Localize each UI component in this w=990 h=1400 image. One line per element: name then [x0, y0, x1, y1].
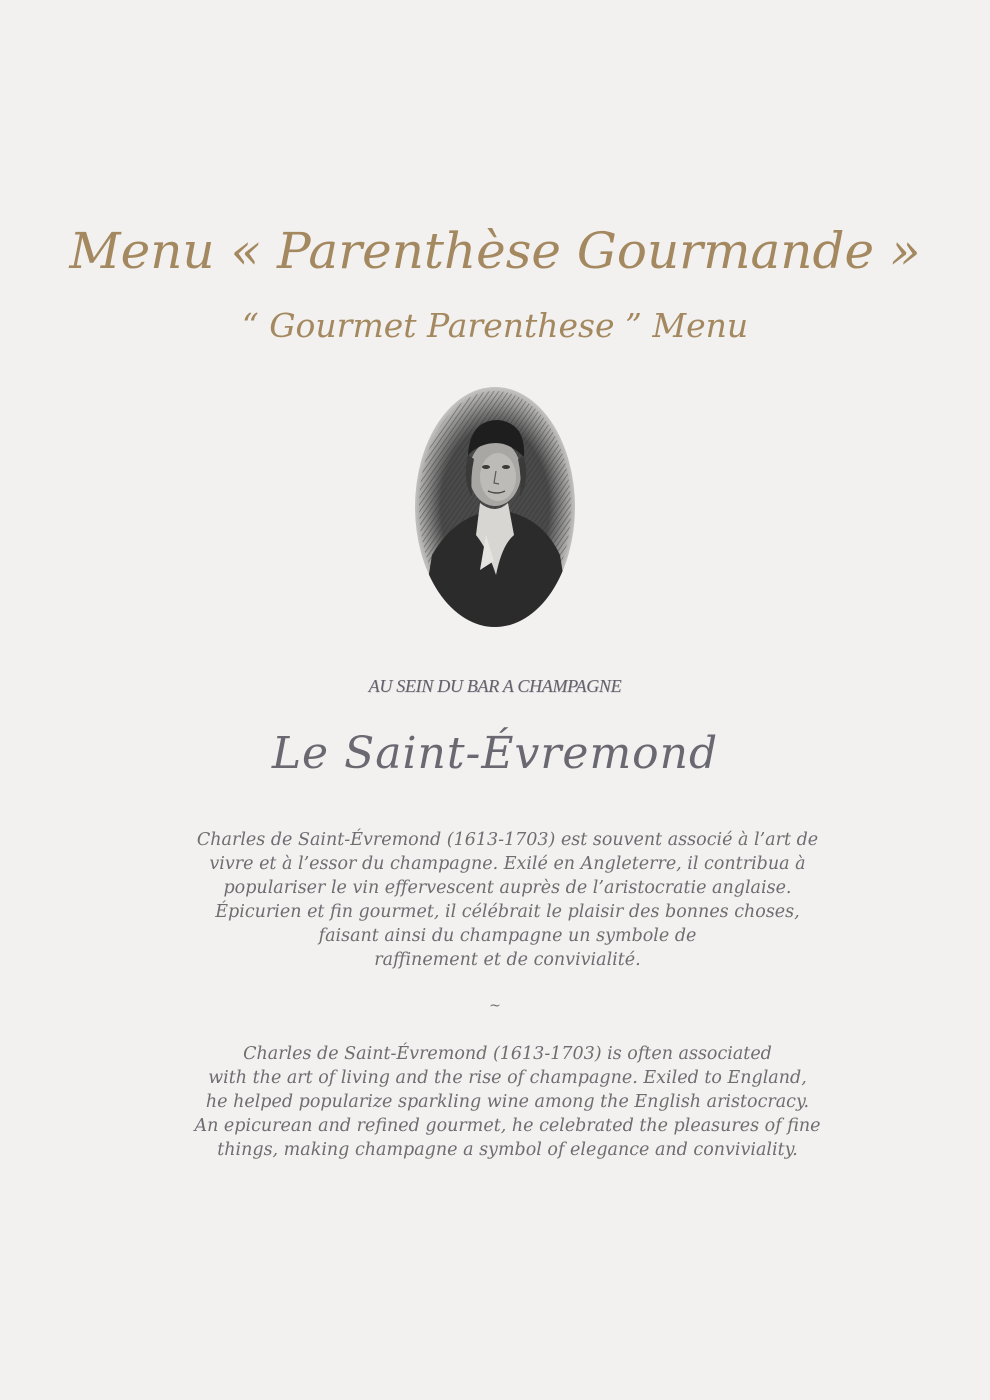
menu-subtitle: “ Gourmet Parenthese ” Menu: [241, 306, 749, 345]
description-line: faisant ainsi du champagne un symbole de: [318, 926, 697, 946]
description-line: things, making champagne a symbol of elegance and conviviality.: [217, 1140, 798, 1160]
venue-kicker: AU SEIN DU BAR A CHAMPAGNE: [368, 676, 622, 696]
menu-title: Menu « Parenthèse Gourmande »: [69, 222, 921, 280]
description-line: populariser le vin effervescent auprès de l’aristocratie anglaise.: [223, 878, 792, 898]
description-english: [185, 1042, 830, 1162]
description-line: raffinement et de convivialité.: [374, 950, 641, 970]
description-line: Charles de Saint-Évremond (1613-1703) is often associated: [243, 1044, 772, 1064]
separator: ~: [489, 998, 501, 1014]
description-line: An epicurean and refined gourmet, he celebrated the pleasures of fine: [194, 1116, 821, 1136]
description-line: Épicurien et fin gourmet, il célébrait le plaisir des bonnes choses,: [215, 902, 800, 922]
description-line: he helped popularize sparkling wine among the English aristocracy.: [205, 1092, 810, 1112]
description-line: Charles de Saint-Évremond (1613-1703) est souvent associé à l’art de: [196, 830, 819, 850]
portrait-engraving-icon: [410, 385, 580, 630]
description-line: with the art of living and the rise of champagne. Exiled to England,: [208, 1068, 807, 1088]
description-french: [185, 828, 830, 972]
venue-name: Le Saint-Évremond: [271, 728, 719, 779]
description-line: vivre et à l’essor du champagne. Exilé en Angleterre, il contribua à: [209, 854, 806, 874]
